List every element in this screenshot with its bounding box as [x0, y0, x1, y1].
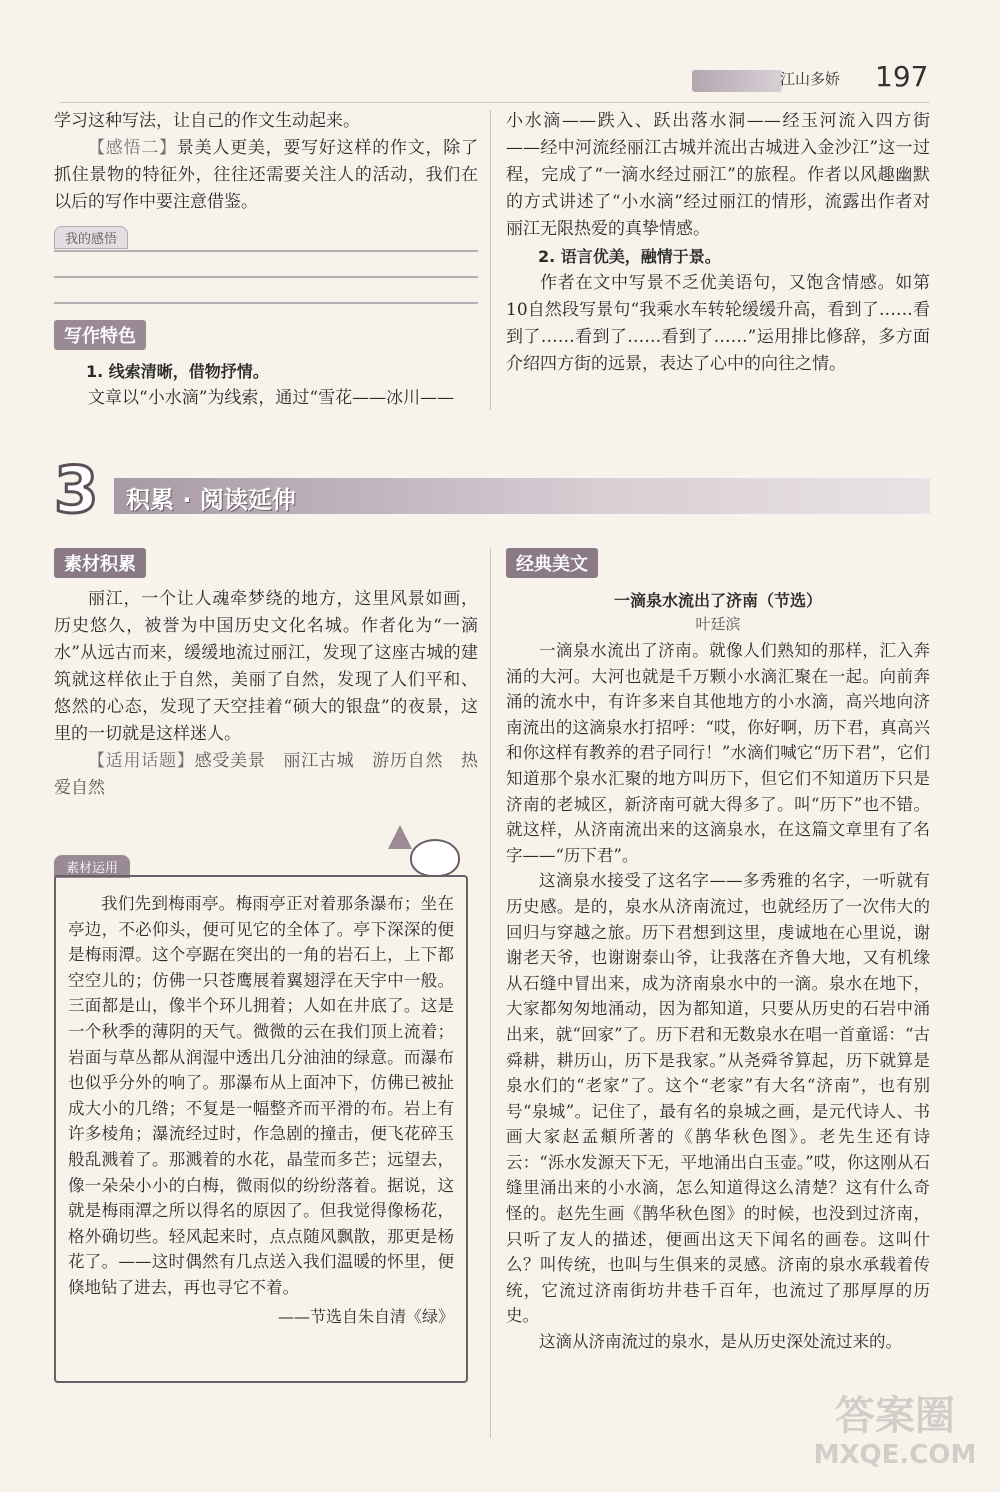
note-line-2 — [54, 276, 478, 278]
section-banner — [54, 454, 930, 528]
column-divider-top — [490, 110, 491, 410]
watermark — [800, 1392, 990, 1482]
article-paragraph-1: 一滴泉水流出了济南。就像人们熟知的那样，汇入奔涌的大河。大河也就是千万颗小水滴汇聚在一起。向前奔涌的流水中，有许多来自其他地方的小水滴，高兴地向济南流出的这滴泉水打招呼：“哎，你好啊，历下君，真高兴和你这样有教养的君子同行！”水滴们喊它“历下君”，它们知道那个泉水汇聚的地方叫历下，但它们不知道历下只是济南的老城区，新济南可就大得多了。叫“历下”也不错。就这样，从济南流出来的这滴泉水，在这篇文章里有了名字——“历下君”。 — [506, 641, 930, 865]
material-heading — [54, 548, 478, 578]
usage-text: 我们先到梅雨亭。梅雨亭正对着那条瀑布；坐在亭边，不必仰头，便可见它的全体了。亭下深深的便是梅雨潭。这个亭踞在突出的一角的岩石上，上下都空空儿的；仿佛一只苍鹰展着翼翅浮在天宇中一般。三面都是山，像半个环儿拥着；人如在井底了。这是一个秋季的薄阴的天气。微微的云在我们顶上流着；岩面与草丛都从润湿中透出几分油油的绿意。而瀑布也似乎分外的响了。那瀑布从上面冲下，仿佛已被扯成大小的几绺；不复是一幅整齐而平滑的布。岩上有许多棱角；瀑流经过时，作急剧的撞击，便飞花碎玉般乱溅着了。那溅着的水花，晶莹而多芒；远望去，像一朵朵小小的白梅，微雨似的纷纷落着。据说，这就是梅雨潭之所以得名的原因了。但我觉得像杨花，格外确切些。轻风起来时，点点随风飘散，那更是杨花了。——这时偶然有几点送入我们温暖的怀里，便倏地钻了进去，再也寻它不着。 — [68, 894, 454, 1297]
header-divider — [60, 102, 930, 103]
article-paragraph-3: 这滴从济南流过的泉水，是从历史深处流过来的。 — [539, 1332, 902, 1352]
feature-one-title: 1. 线索清晰，借物抒情。 — [86, 362, 269, 381]
topic-tag: 【适用话题】 — [88, 751, 195, 771]
writing-feature-title: 写作特色 — [54, 320, 146, 350]
usage-frame — [54, 875, 468, 1383]
feature-one-text: 文章以“小水滴”为线索，通过“雪花——冰川—— — [88, 388, 455, 408]
material-text: 丽江，一个让人魂牵梦绕的地方，这里风景如画，历史悠久，被誉为中国历史文化名城。作者化为“一滴水”从远古而来，缓缓地流过丽江，发现了这座古城的建筑就这样依止于自然，美丽了自然，发现了人们平和、悠然的心态，发现了天空挂着“硕大的银盘”的夜景，这里的一切就是这样迷人。 — [54, 589, 478, 744]
note-line-3 — [54, 302, 478, 304]
insight-two-paragraph — [54, 135, 478, 216]
section-title: 积累 · 阅读延伸 — [126, 486, 296, 514]
classic-title: 经典美文 — [506, 548, 598, 578]
usage-source: ——节选自朱自清《绿》 — [277, 1306, 454, 1326]
article-title: 一滴泉水流出了济南（节选） — [613, 591, 822, 610]
watermark-url: MXQE.COM — [813, 1440, 977, 1470]
feature-one-continued: 小水滴——跌入、跃出落水洞——经玉河流入四方街——经中河流经丽江古城并流出古城进入金沙江”这一过程，完成了“一滴水经过丽江”的旅程。作者以风趣幽默的方式讲述了“小水滴”经过丽江的情形，流露出作者对丽江无限热爱的真挚情感。 — [506, 111, 930, 239]
section-number: 3 — [54, 454, 99, 528]
feature-two-text: 作者在文中写景不乏优美语句，又饱含情感。如第10自然段写景句“我乘水车转轮缓缓升高，看到了……看到了……看到了……看到了……”运用排比修辞，多方面介绍四方街的远景，表达了心中的向往之情。 — [506, 273, 930, 374]
header-ribbon — [692, 70, 782, 92]
right-bottom-column — [506, 548, 930, 1355]
insight-two-text: 景美人更美，要写好这样的作文，除了抓住景物的特征外，往往还需要关注人的活动，我们在以后的写作中要注意借鉴。 — [54, 138, 479, 212]
my-note-label: 我的感悟 — [54, 226, 128, 249]
usage-label: 素材运用 — [54, 855, 130, 878]
left-top-column — [54, 108, 478, 412]
usage-box — [54, 855, 472, 1395]
article-paragraph-2: 这滴泉水接受了这名字——多秀雅的名字，一听就有历史感。是的，泉水从济南流过，也就经历了一次伟大的回归与穿越之旅。历下君想到这里，虔诚地在心里说，谢谢老天爷，也谢谢泰山爷，让我落在齐鲁大地，又有机缘从石缝中冒出来，成为济南泉水中的一滴。泉水在地下，大家都匆匆地涌动，因为都知道，只要从历史的石岩中涌出来，就“回家”了。历下君和无数泉水在唱一首童谣：“古舜耕，耕历山，历下是我家。”从尧舜爷算起，历下就算是泉水们的“老家”了。这个“老家”有大名“济南”，也有别号“泉城”。记住了，最有名的泉城之画，是元代诗人、书画大家赵孟頫所著的《鹊华秋色图》。老先生还有诗云：“泺水发源天下无，平地涌出白玉壶。”哎，你这刚从石缝里涌出来的小水滴，怎么知道得这么清楚？这有什么奇怪的。赵先生画《鹊华秋色图》的时候，也没到过济南，只听了友人的描述，便画出这天下闻名的画卷。这叫什么？叫传统，也叫与生俱来的灵感。济南的泉水承载着传统，它流过济南街坊井巷千百年，也流过了那厚厚的历史。 — [506, 871, 930, 1326]
material-title: 素材积累 — [54, 548, 146, 578]
my-note-area — [54, 226, 478, 306]
header-label: 江山多娇 — [780, 70, 841, 88]
page-number: 197 — [875, 60, 929, 93]
closing-paragraph: 学习这种写法，让自己的作文生动起来。 — [54, 111, 360, 131]
topics: 感受美景 丽江古城 游历自然 热爱自然 — [54, 751, 479, 798]
writing-feature-heading — [54, 320, 478, 350]
topics-line — [54, 748, 478, 802]
page-header — [680, 62, 940, 102]
watermark-logo-text: 答案圈 — [835, 1393, 955, 1439]
left-bottom-column — [54, 548, 478, 802]
classic-heading — [506, 548, 930, 578]
mascot-icon — [410, 839, 460, 877]
feature-two-title: 2. 语言优美，融情于景。 — [538, 247, 721, 266]
article-author: 叶廷滨 — [695, 615, 741, 633]
pencil-icon — [388, 825, 412, 849]
column-divider-bottom — [490, 548, 491, 1438]
right-top-column — [506, 108, 930, 378]
insight-two-tag: 【感悟二】 — [88, 138, 177, 158]
note-line-1 — [54, 250, 478, 252]
